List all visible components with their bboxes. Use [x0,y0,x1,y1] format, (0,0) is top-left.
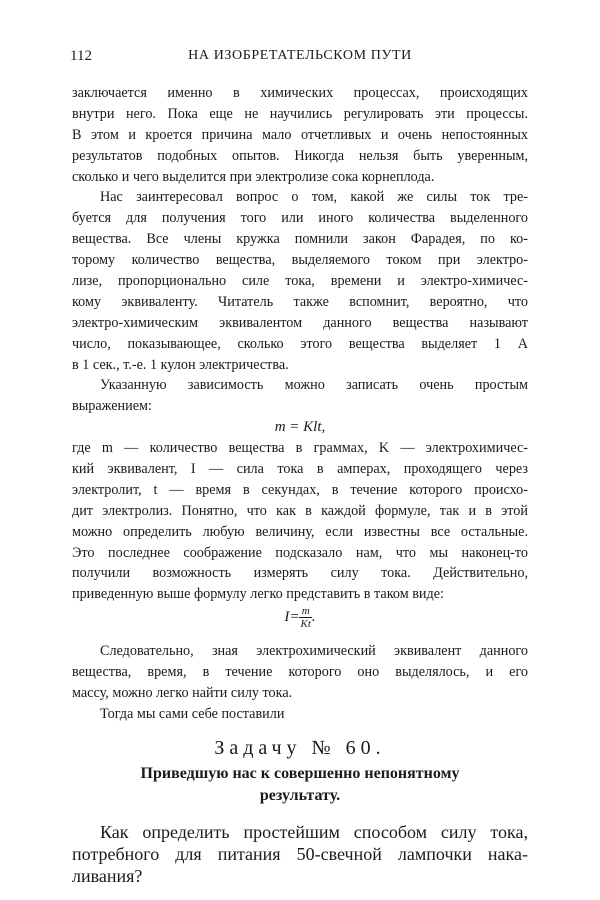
text-line: внутри него. Пока еще не научились регулировать эти процессы. [72,105,528,122]
formula-end: . [311,609,316,626]
text-line: результатов подобных опытов. Никогда нельзя быть уверенным, [72,147,528,164]
paragraph-4 [72,438,528,605]
question-line: ливания? [72,865,143,886]
text-line: буется для получения того или иного количества выделенного [72,210,528,227]
text-line: В этом и кроется причина мало отчетливых и очень непостоянных [72,126,528,143]
task-heading: Задачу № 60. [214,736,386,759]
running-title: НА ИЗОБРЕТАТЕЛЬСКОМ ПУТИ [188,48,412,63]
paragraph-3 [72,375,528,417]
text-line: вещества, время, в течение которого оно выделялось, и его [72,664,528,681]
subtitle-line: результату. [259,786,341,804]
text-line: заключается именно в химических процессах, происходящих [72,85,528,101]
text-line: кий эквивалент, I — сила тока в амперах, проходящего через [72,461,528,478]
text-line: приведенную выше формулу легко представить в таком виде: [72,586,444,603]
text-line: массу, можно легко найти силу тока. [72,685,293,702]
text-line: сколько и чего выделится при электролизе сока корнеплода. [72,168,435,185]
text-line: Указанную зависимость можно записать очень простым [100,377,528,394]
formula-lhs: I= [284,609,300,626]
current-formula [72,605,528,641]
text-line: число, показывающее, сколько этого вещества выделяет 1 A [72,335,528,352]
paragraph-6 [72,704,528,725]
paragraph-1 [72,83,528,187]
question-line: Как определить простейшим способом силу тока, [100,821,528,842]
text-line: электро-химическим эквивалентом данного вещества называют [72,314,528,331]
text-line: электролит, t — время в секундах, в течение которого происхо- [72,481,528,498]
text-line: Это последнее соображение подсказало нам, что мы наконец-то [72,544,528,561]
text-line: Нас заинтересовал вопрос о том, какой же силы ток тре- [100,189,528,206]
text-line: Тогда мы сами себе поставили [100,705,285,722]
task-question [72,821,528,887]
page-header [70,48,530,68]
question-line: потребного для питания 50-свечной лампочки нака- [72,843,528,864]
subtitle-line: Приведшую нас к совершенно непонятному [140,764,460,782]
formula-text: m = Klt, [274,419,326,436]
formula-fraction [299,605,311,630]
text-line: кому эквиваленту. Читатель также вспомнит, вероятно, что [72,293,528,310]
text-line: дит электролиз. Понятно, что как в каждой формуле, так и в этой [72,502,528,519]
text-line: можно определить любую величину, если известны все остальные. [72,523,528,540]
text-line: торому количество вещества, выделяемого током при электро- [72,252,528,269]
text-line: в 1 сек., т.-е. 1 кулон электричества. [72,356,289,373]
task-subtitle [72,763,528,807]
page-body [72,83,528,887]
paragraph-2 [72,187,528,375]
formula-denominator: Kt [300,618,311,631]
paragraph-5 [72,641,528,704]
page-number: 112 [70,48,92,64]
text-line: вещества. Все члены кружка помнили закон Фарадея, по ко- [72,231,528,248]
text-line: где m — количество вещества в граммах, K — электрохимичес- [72,440,528,457]
text-line: получили возможность измерять силу тока. Действительно, [72,565,528,582]
text-line: лизе, пропорционально силе тока, времени и электро-химичес- [72,273,528,290]
faraday-formula [72,417,528,438]
text-line: Следовательно, зная электрохимический эквивалент данного [100,643,528,660]
text-line: выражением: [72,398,152,415]
formula-numerator: m [299,605,311,618]
